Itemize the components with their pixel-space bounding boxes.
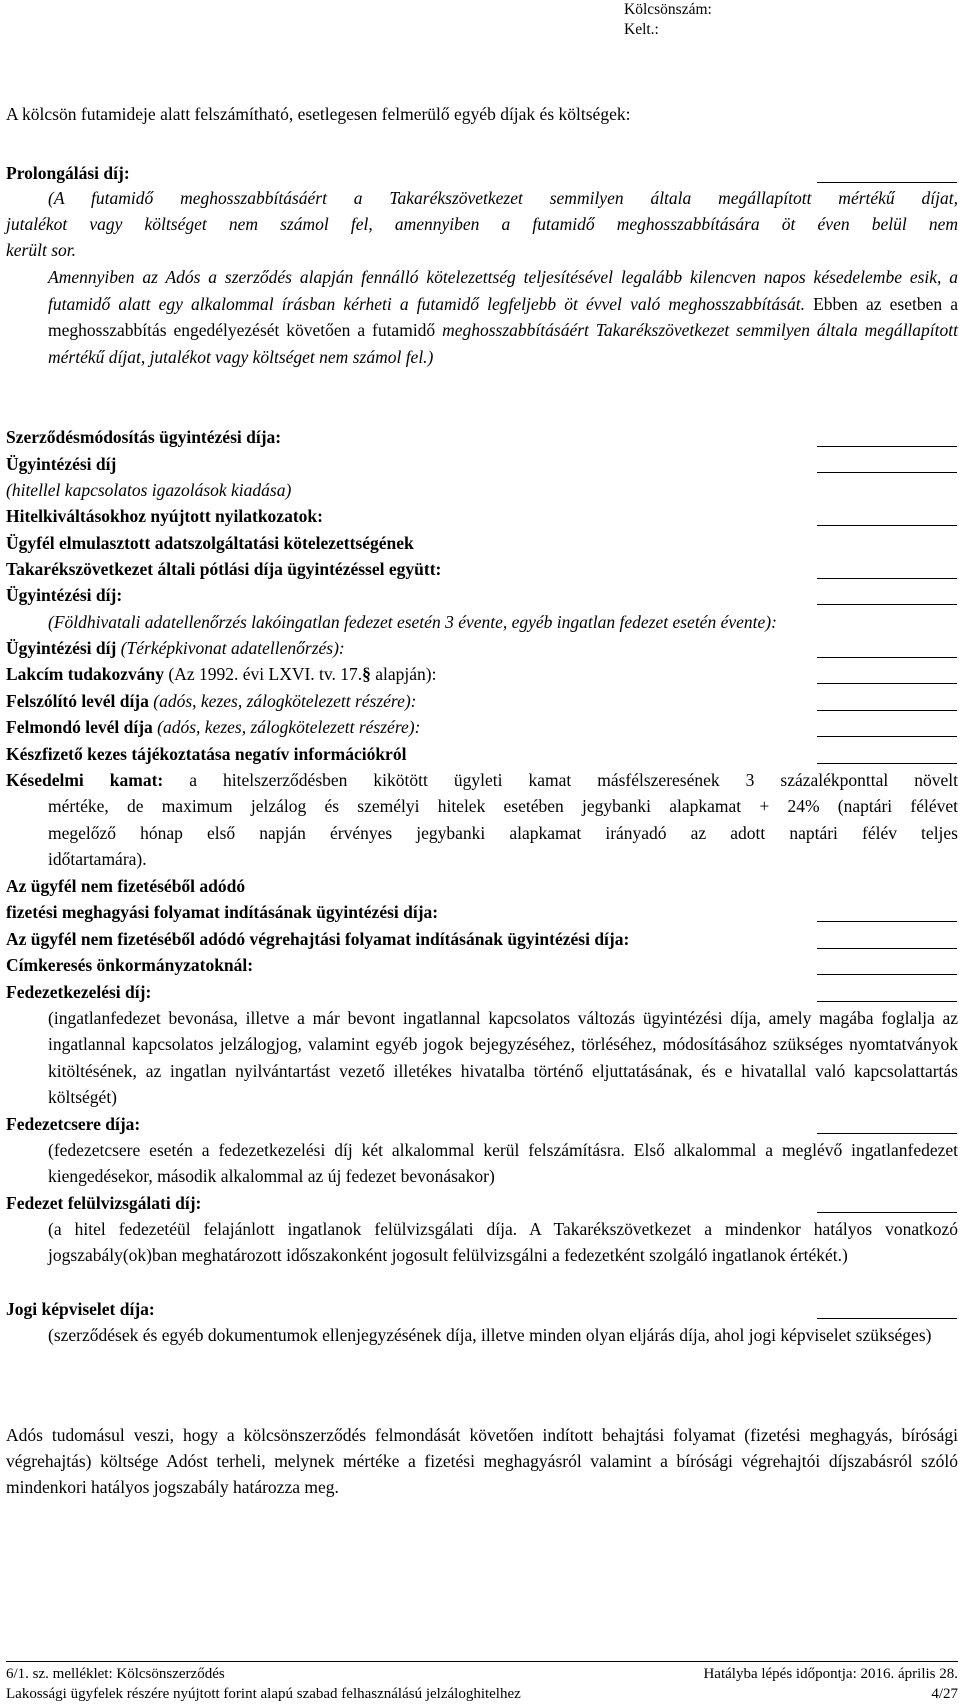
admin-fee1-note: (hitellel kapcsolatos igazolások kiadása) [6,480,292,500]
legal-rep-note: (szerződések és egyéb dokumentumok ellenjegyzésének díja, illetve minden olyan eljárás díja, ahol jogi képviselet szükséges) [48,1325,932,1345]
late-interest-line4: időtartamára). [48,849,147,869]
collateral-handling-title: Fedezetkezelési díj: [6,982,152,1002]
map-check-note: (Térképkivonat adatellenőrzés): [116,638,345,658]
prolongation-note-line1: (A futamidő meghosszabbításáért a Takarékszövetkezet semmilyen általa megállapított mértékű díjat, [48,188,958,208]
refinance-title: Hitelkiváltásokhoz nyújtott nyilatkozatok: [6,506,323,526]
prolongation-title: Prolongálási díj: [6,163,130,183]
address-query-title: Lakcím tudakozvány [6,664,165,684]
footer-left2: Lakossági ügyfelek részére nyújtott forint alapú szabad felhasználású jelzáloghitelhez [6,1686,521,1702]
closing-paragraph: Adós tudomásul veszi, hogy a kölcsönszerződés felmondását követően indított behajtási folyamat (fizetési meghagyás, bírósági végrehajtás) költsége Adóst terheli, melynek mértéke a fizetési meghagyásról valamint a bírósági végrehajtói díjszabásról szóló mindenkori hatályos jogszabály határozza meg. [6,1425,958,1497]
client-failure-blank [817,578,957,579]
reminder-letter-note: (adós, kezes, zálogkötelezett részére): [148,691,417,711]
contract-mod-title: Szerződésmódosítás ügyintézési díja: [6,427,282,447]
footer-left1: 6/1. sz. melléklet: Kölcsönszerződés [6,1666,225,1682]
collateral-review-title: Fedezet felülvizsgálati díj: [6,1193,202,1213]
late-interest-line1 [6,767,958,793]
footer-rule [6,1661,958,1662]
late-interest-line3: megelőző hónap első napján érvényes jegybanki alapkamat irányadó az adott naptári félév teljes [48,823,958,843]
collateral-handling-note: (ingatlanfedezet bevonása, illetve a már bevont ingatlannal kapcsolatos változás ügyintézési díja, amely magába foglalja az ingatlannal kapcsolatos jelzálogjog, valamint egyéb jogok bejegyzéséhez, törléséhez, módosításához szükséges nyomtatványok kitöltésének, az ingatlan nyilvántartást vezető illetékes hivatalba történő eljuttatásának, és e hivatallal való kapcsolattartás költségét) [48,1008,958,1108]
legal-rep-blank [817,1318,957,1319]
enforcement-blank [817,948,957,949]
collateral-swap-note: (fedezetcsere esetén a fedezetkezelési díj két alkalommal kerül felszámításra. Első alkalommal a meglévő ingatlanfedezet kiengedésekor, második alkalommal az új fedezet bevonásakor) [48,1140,958,1187]
prolongation-para-italic2: meghosszabbításáért Takarékszövetkezet semmilyen általa megállapított mértékű díjat, jutalékot vagy költséget nem számol fel.) [48,320,958,367]
address-query-tail: alapján): [370,664,437,684]
enforcement-title: Az ügyfél nem fizetéséből adódó végrehajtási folyamat indításának ügyintézési díja: [6,929,630,949]
collateral-swap-blank [817,1133,957,1134]
guarantor-info-title: Készfizető kezes tájékoztatása negatív információkról [6,744,407,764]
loan-number-label: Kölcsönszám: [624,1,712,18]
address-search-title: Címkeresés önkormányzatoknál: [6,955,254,975]
collateral-review-note: (a hitel fedezetéül felajánlott ingatlanok felülvizsgálati díja. A Takarékszövetkezet a mindenkor hatályos vonatkozó jogszabály(ok)ban meghatározott időszakonként jogosult felülvizsgálni a fedezetként szolgáló ingatlanok értékét.) [48,1219,958,1266]
contract-mod-blank [817,446,957,447]
map-check-row [6,635,958,661]
admin-fee2-blank [817,604,957,605]
reminder-letter-row [6,688,958,714]
prolongation-para-italic1: Amennyiben az Adós a szerződés alapján fennálló kötelezettség teljesítésével legalább kilencven napos késedelembe esik, a futamidő alatt egy alkalommal írásban kérheti a futamidő legfeljebb öt évvel való meghosszabbítását. [48,267,958,314]
collateral-review-blank [817,1212,957,1213]
client-failure-line1: Ügyfél elmulasztott adatszolgáltatási kötelezettségének [6,533,414,553]
footer-right1: Hatályba lépés időpontja: 2016. április 28. [703,1666,958,1682]
collateral-handling-blank [817,1001,957,1002]
payment-order-line2: fizetési meghagyási folyamat indításának ügyintézési díja: [6,902,439,922]
footer-page-number: 4/27 [931,1686,958,1702]
reminder-letter-blank [817,710,957,711]
address-query-note: (Az 1992. évi LXVI. tv. 17. [164,664,363,684]
late-interest-title: Késedelmi kamat: [6,770,164,790]
refinance-blank [817,525,957,526]
intro-text: A kölcsön futamideje alatt felszámítható, esetlegesen felmerülő egyéb díjak és költségek: [6,104,631,124]
client-failure-line2: Takarékszövetkezet általi pótlási díja ügyintézéssel együtt: [6,559,442,579]
address-query-blank [817,683,957,684]
address-search-blank [817,974,957,975]
termination-letter-row [6,714,958,740]
address-query-row [6,661,958,687]
late-interest-text1: a hitelszerződésben kikötött ügyleti kamat másfélszeresének 3 százalékponttal növelt [163,770,958,790]
late-interest-line2: mértéke, de maximum jelzálog és személyi hitelek esetében jegybanki alapkamat + 24% (naptári félévet [48,796,958,816]
termination-letter-note: (adós, kezes, zálogkötelezett részére): [152,717,421,737]
prolongation-para-roman: Ebben az esetben a meghosszabbítás engedélyezését követően a futamidő [48,293,959,341]
date-label: Kelt.: [624,21,659,38]
prolongation-paragraph [48,264,958,370]
termination-letter-title: Felmondó levél díja [6,717,153,737]
admin-fee2-title: Ügyintézési díj: [6,585,123,605]
admin-fee2-note: (Földhivatali adatellenőrzés lakóingatlan fedezet esetén 3 évente, egyéb ingatlan fedezet esetén évente): [48,612,777,632]
collateral-swap-title: Fedezetcsere díja: [6,1114,141,1134]
footer-line2 [6,1684,958,1704]
guarantor-info-blank [817,763,957,764]
admin-fee1-blank [817,472,957,473]
payment-order-blank [817,921,957,922]
section-sign: § [362,664,371,684]
payment-order-line1: Az ügyfél nem fizetéséből adódó [6,876,246,896]
map-check-title: Ügyintézési díj [6,638,117,658]
prolongation-fee-blank [817,182,957,183]
admin-fee1-title: Ügyintézési díj [6,454,117,474]
footer-line1 [6,1664,958,1684]
prolongation-note-line3: került sor. [6,240,76,260]
termination-letter-blank [817,736,957,737]
map-check-blank [817,657,957,658]
prolongation-note-line2: jutalékot vagy költséget nem számol fel, amennyiben a futamidő meghosszabbítására öt éven belül nem [6,214,958,234]
legal-rep-title: Jogi képviselet díja: [6,1299,155,1319]
reminder-letter-title: Felszólító levél díja [6,691,149,711]
